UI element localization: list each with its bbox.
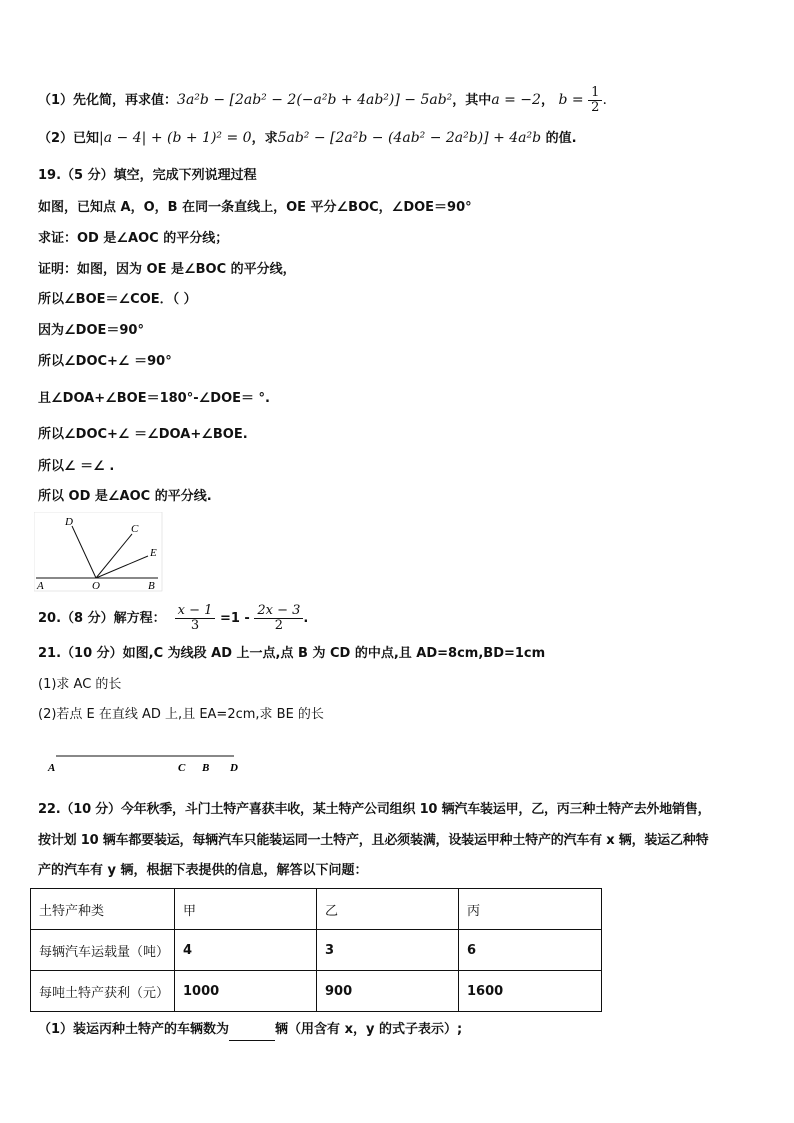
table-cell: 丙 — [459, 889, 602, 930]
q22-line2: 按计划 10 辆车都要装运，每辆汽车只能装运同一土特产，且必须装满，设装运甲种土特产的汽车有 x 辆，装运乙种特 — [38, 833, 709, 848]
table-cell: 4 — [175, 930, 317, 971]
q22-part1-suffix: 辆（用含有 x，y 的式子表示）; — [275, 1022, 463, 1037]
fraction-denominator: 2 — [591, 100, 600, 115]
q18-part1-mid: ，其中 — [452, 93, 492, 108]
q18-part2 — [38, 128, 577, 149]
label-e: E — [150, 547, 157, 559]
q18-part1-cond-a: a = −2 — [491, 92, 541, 108]
q18-part1-b-label: b = — [558, 92, 584, 108]
q19-line-conclusion: 所以 OD 是∠AOC 的平分线. — [38, 489, 212, 504]
table-cell: 每吨土特产获利（元） — [31, 971, 175, 1012]
q21-part2: (2)若点 E 在直线 AD 上,且 EA=2cm,求 BE 的长 — [38, 707, 324, 722]
q19-title: 19.（5 分）填空，完成下列说理过程 — [38, 168, 257, 183]
q20-prefix: 20.（8 分）解方程： — [38, 611, 166, 626]
q22-part1 — [38, 1020, 462, 1041]
q19-angle-diagram — [34, 512, 164, 592]
table-cell: 3 — [317, 930, 459, 971]
q18-part1 — [38, 86, 607, 115]
q20-mid: =1 - — [219, 611, 250, 626]
q18-part1-expression: 3a²b − [2ab² − 2(−a²b + 4ab²)] − 5ab² — [177, 92, 453, 108]
q18-part2-prefix: （2）已知 — [38, 131, 100, 146]
q18-part1-sep: ， — [540, 93, 554, 108]
q21-title: 21.（10 分）如图,C 为线段 AD 上一点,点 B 为 CD 的中点,且 AD=8cm,BD=1cm — [38, 646, 546, 661]
q19-line-equal-sums: 所以∠DOC+∠ ＝∠DOA+∠BOE. — [38, 427, 248, 442]
q20-fraction-left — [175, 604, 216, 633]
table-cell: 900 — [317, 971, 459, 1012]
ray-oc — [96, 534, 132, 578]
table-row — [31, 930, 602, 971]
q18-part1-prefix: （1）先化简，再求值： — [38, 93, 178, 108]
q20-fraction-right — [254, 604, 303, 633]
fraction-denominator: 2 — [274, 618, 284, 633]
label-d: D — [230, 762, 238, 774]
q18-part2-condition: |a − 4| + (b + 1)² = 0 — [99, 130, 252, 146]
q19-line-boe-coe: 所以∠BOE＝∠COE．（ ） — [38, 292, 197, 307]
table-row — [31, 971, 602, 1012]
q19-line-given: 如图，已知点 A，O，B 在同一条直线上，OE 平分∠BOC，∠DOE＝90° — [38, 200, 472, 215]
q19-line-doc-sum: 所以∠DOC+∠ ＝90° — [38, 354, 172, 369]
q20-equation — [38, 604, 308, 633]
table-cell: 甲 — [175, 889, 317, 930]
table-cell: 每辆汽车运载量（吨） — [31, 930, 175, 971]
fraction-numerator: 1 — [588, 86, 602, 101]
ray-od — [72, 526, 96, 578]
label-c: C — [131, 523, 139, 535]
label-a: A — [48, 762, 56, 774]
q22-line3: 产的汽车有 y 辆，根据下表提供的信息，解答以下问题： — [38, 863, 368, 878]
q18-part2-end: 的值. — [545, 131, 577, 146]
q22-line1: 22.（10 分）今年秋季，斗门土特产喜获丰收，某土特产公司组织 10 辆汽车装运甲，乙，丙三种土特产去外地销售， — [38, 802, 711, 817]
label-b: B — [148, 580, 155, 592]
answer-blank[interactable] — [229, 1020, 275, 1041]
table-cell: 乙 — [317, 889, 459, 930]
q20-end: . — [303, 611, 309, 626]
q18-part1-b-fraction — [588, 86, 602, 115]
q18-part2-expression: 5ab² − [2a²b − (4ab² − 2a²b)] + 4a²b — [277, 130, 542, 146]
q18-part1-end: . — [602, 92, 607, 108]
q22-part1-prefix: （1）装运丙种土特产的车辆数为 — [38, 1022, 230, 1037]
fraction-denominator: 3 — [190, 618, 200, 633]
q18-part2-mid: ，求 — [251, 131, 278, 146]
table-row — [31, 889, 602, 930]
table-cell: 1000 — [175, 971, 317, 1012]
label-b: B — [202, 762, 210, 774]
q21-segment-diagram — [44, 748, 244, 774]
q21-part1: (1)求 AC 的长 — [38, 677, 122, 692]
fraction-numerator: 2x − 3 — [254, 604, 303, 619]
q19-line-doa-boe: 且∠DOA+∠BOE＝180°-∠DOE＝ °. — [38, 391, 270, 406]
fraction-numerator: x − 1 — [175, 604, 216, 619]
q19-line-doe: 因为∠DOE＝90° — [38, 323, 144, 338]
table-cell: 6 — [459, 930, 602, 971]
label-c: C — [178, 762, 186, 774]
q19-line-equal-angles: 所以∠ ＝∠ . — [38, 459, 115, 474]
label-d: D — [65, 516, 73, 528]
label-o: O — [92, 580, 100, 592]
table-cell: 1600 — [459, 971, 602, 1012]
q22-info-table — [30, 888, 602, 1012]
ray-oe — [96, 556, 148, 578]
q19-line-prove: 求证：OD 是∠AOC 的平分线； — [38, 231, 229, 246]
table-cell: 土特产种类 — [31, 889, 175, 930]
label-a: A — [37, 580, 44, 592]
q19-line-proof-start: 证明：如图，因为 OE 是∠BOC 的平分线， — [38, 262, 296, 277]
